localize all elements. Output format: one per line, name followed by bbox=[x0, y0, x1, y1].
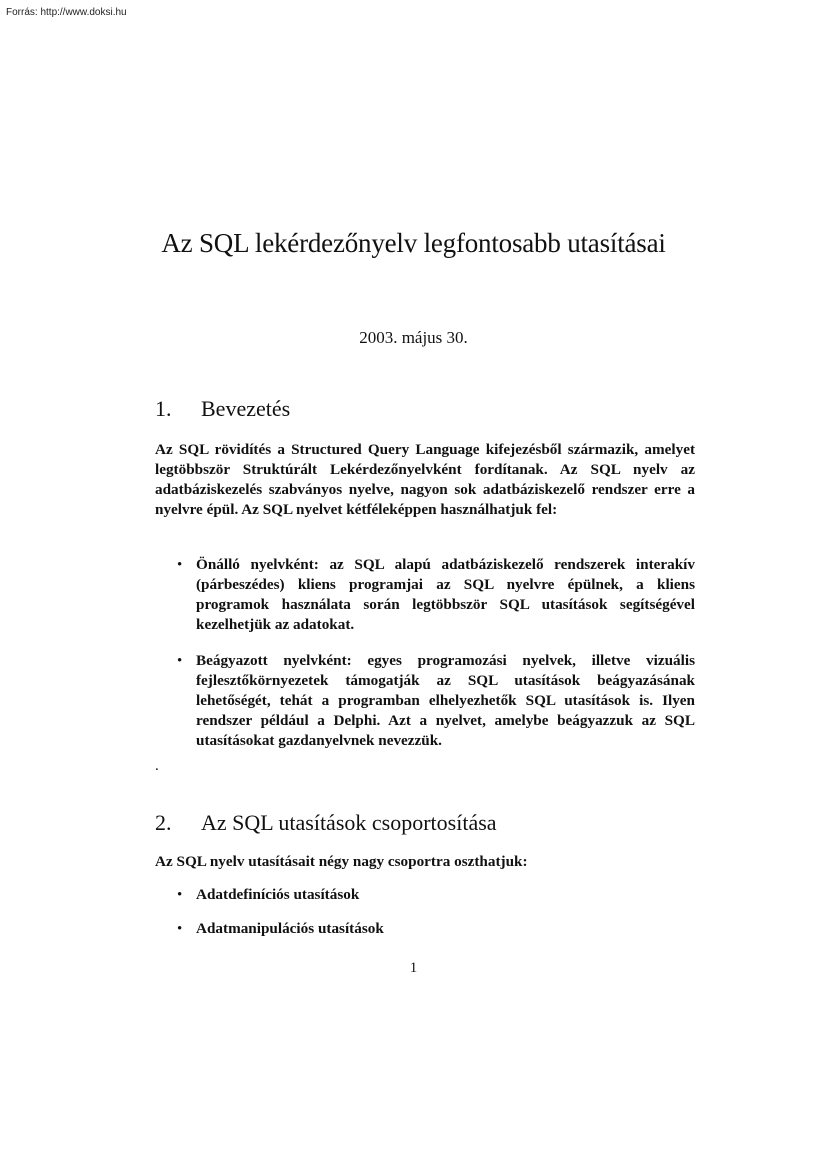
list-item-text: Beágyazott nyelvként: egyes programozási nyelvek, illetve vizuális fejlesztőkörnyezetek támogatják az SQL utasítások beágyazásának lehetőségét, tehát a programban elhelyezhetők SQL utasítások is. Ilyen rendszer például a Delphi. Azt a nyelvet, amelybe beágyazzuk az SQL utasításokat gazdanyelvnek nevezzük. bbox=[196, 652, 695, 749]
source-label: Forrás: http://www.doksi.hu bbox=[6, 7, 127, 18]
intro-paragraph: Az SQL rövidítés a Structured Query Language kifejezésből származik, amelyet legtöbbször Struktúrált Lekérdezőnyelvként fordítanak. Az SQL nyelv az adatbáziskezelés szabványos nyelve, nagyon sok adatbáziskezelő rendszer erre a nyelvre épül. Az SQL nyelvet kétféleképpen használhatjuk fel: bbox=[155, 441, 695, 518]
list-item bbox=[176, 651, 695, 751]
list-item-text: Adatmanipulációs utasítások bbox=[196, 920, 384, 937]
section-number: 2. bbox=[155, 810, 172, 835]
groups-paragraph: Az SQL nyelv utasításait négy nagy csoportra oszthatjuk: bbox=[155, 853, 528, 870]
page-number: 1 bbox=[409, 960, 418, 976]
bullet-icon: • bbox=[177, 921, 183, 937]
section-heading-1 bbox=[155, 396, 290, 422]
document-title: Az SQL lekérdezőnyelv legfontosabb utasításai bbox=[161, 228, 666, 258]
list-item bbox=[176, 555, 695, 635]
bullet-icon: • bbox=[177, 887, 183, 903]
bullet-icon: • bbox=[177, 557, 183, 573]
list-item bbox=[176, 919, 695, 939]
stray-dot: . bbox=[155, 758, 159, 774]
bullet-icon: • bbox=[177, 653, 183, 669]
section-title: Az SQL utasítások csoportosítása bbox=[201, 810, 497, 835]
section-number: 1. bbox=[155, 396, 172, 421]
document-date: 2003. május 30. bbox=[359, 328, 468, 347]
groups-bullet-list bbox=[176, 885, 695, 939]
list-item-text: Adatdefiníciós utasítások bbox=[196, 886, 360, 903]
intro-bullet-list bbox=[176, 555, 695, 751]
list-item bbox=[176, 885, 695, 905]
section-title: Bevezetés bbox=[201, 396, 291, 421]
section-heading-2 bbox=[155, 810, 497, 836]
list-item-text: Önálló nyelvként: az SQL alapú adatbáziskezelő rendszerek interakív (párbeszédes) kliens programjai az SQL nyelvre épülnek, a kliens programok használata során legtöbbször SQL utasítások segítségével kezelhetjük az adatokat. bbox=[196, 556, 695, 633]
